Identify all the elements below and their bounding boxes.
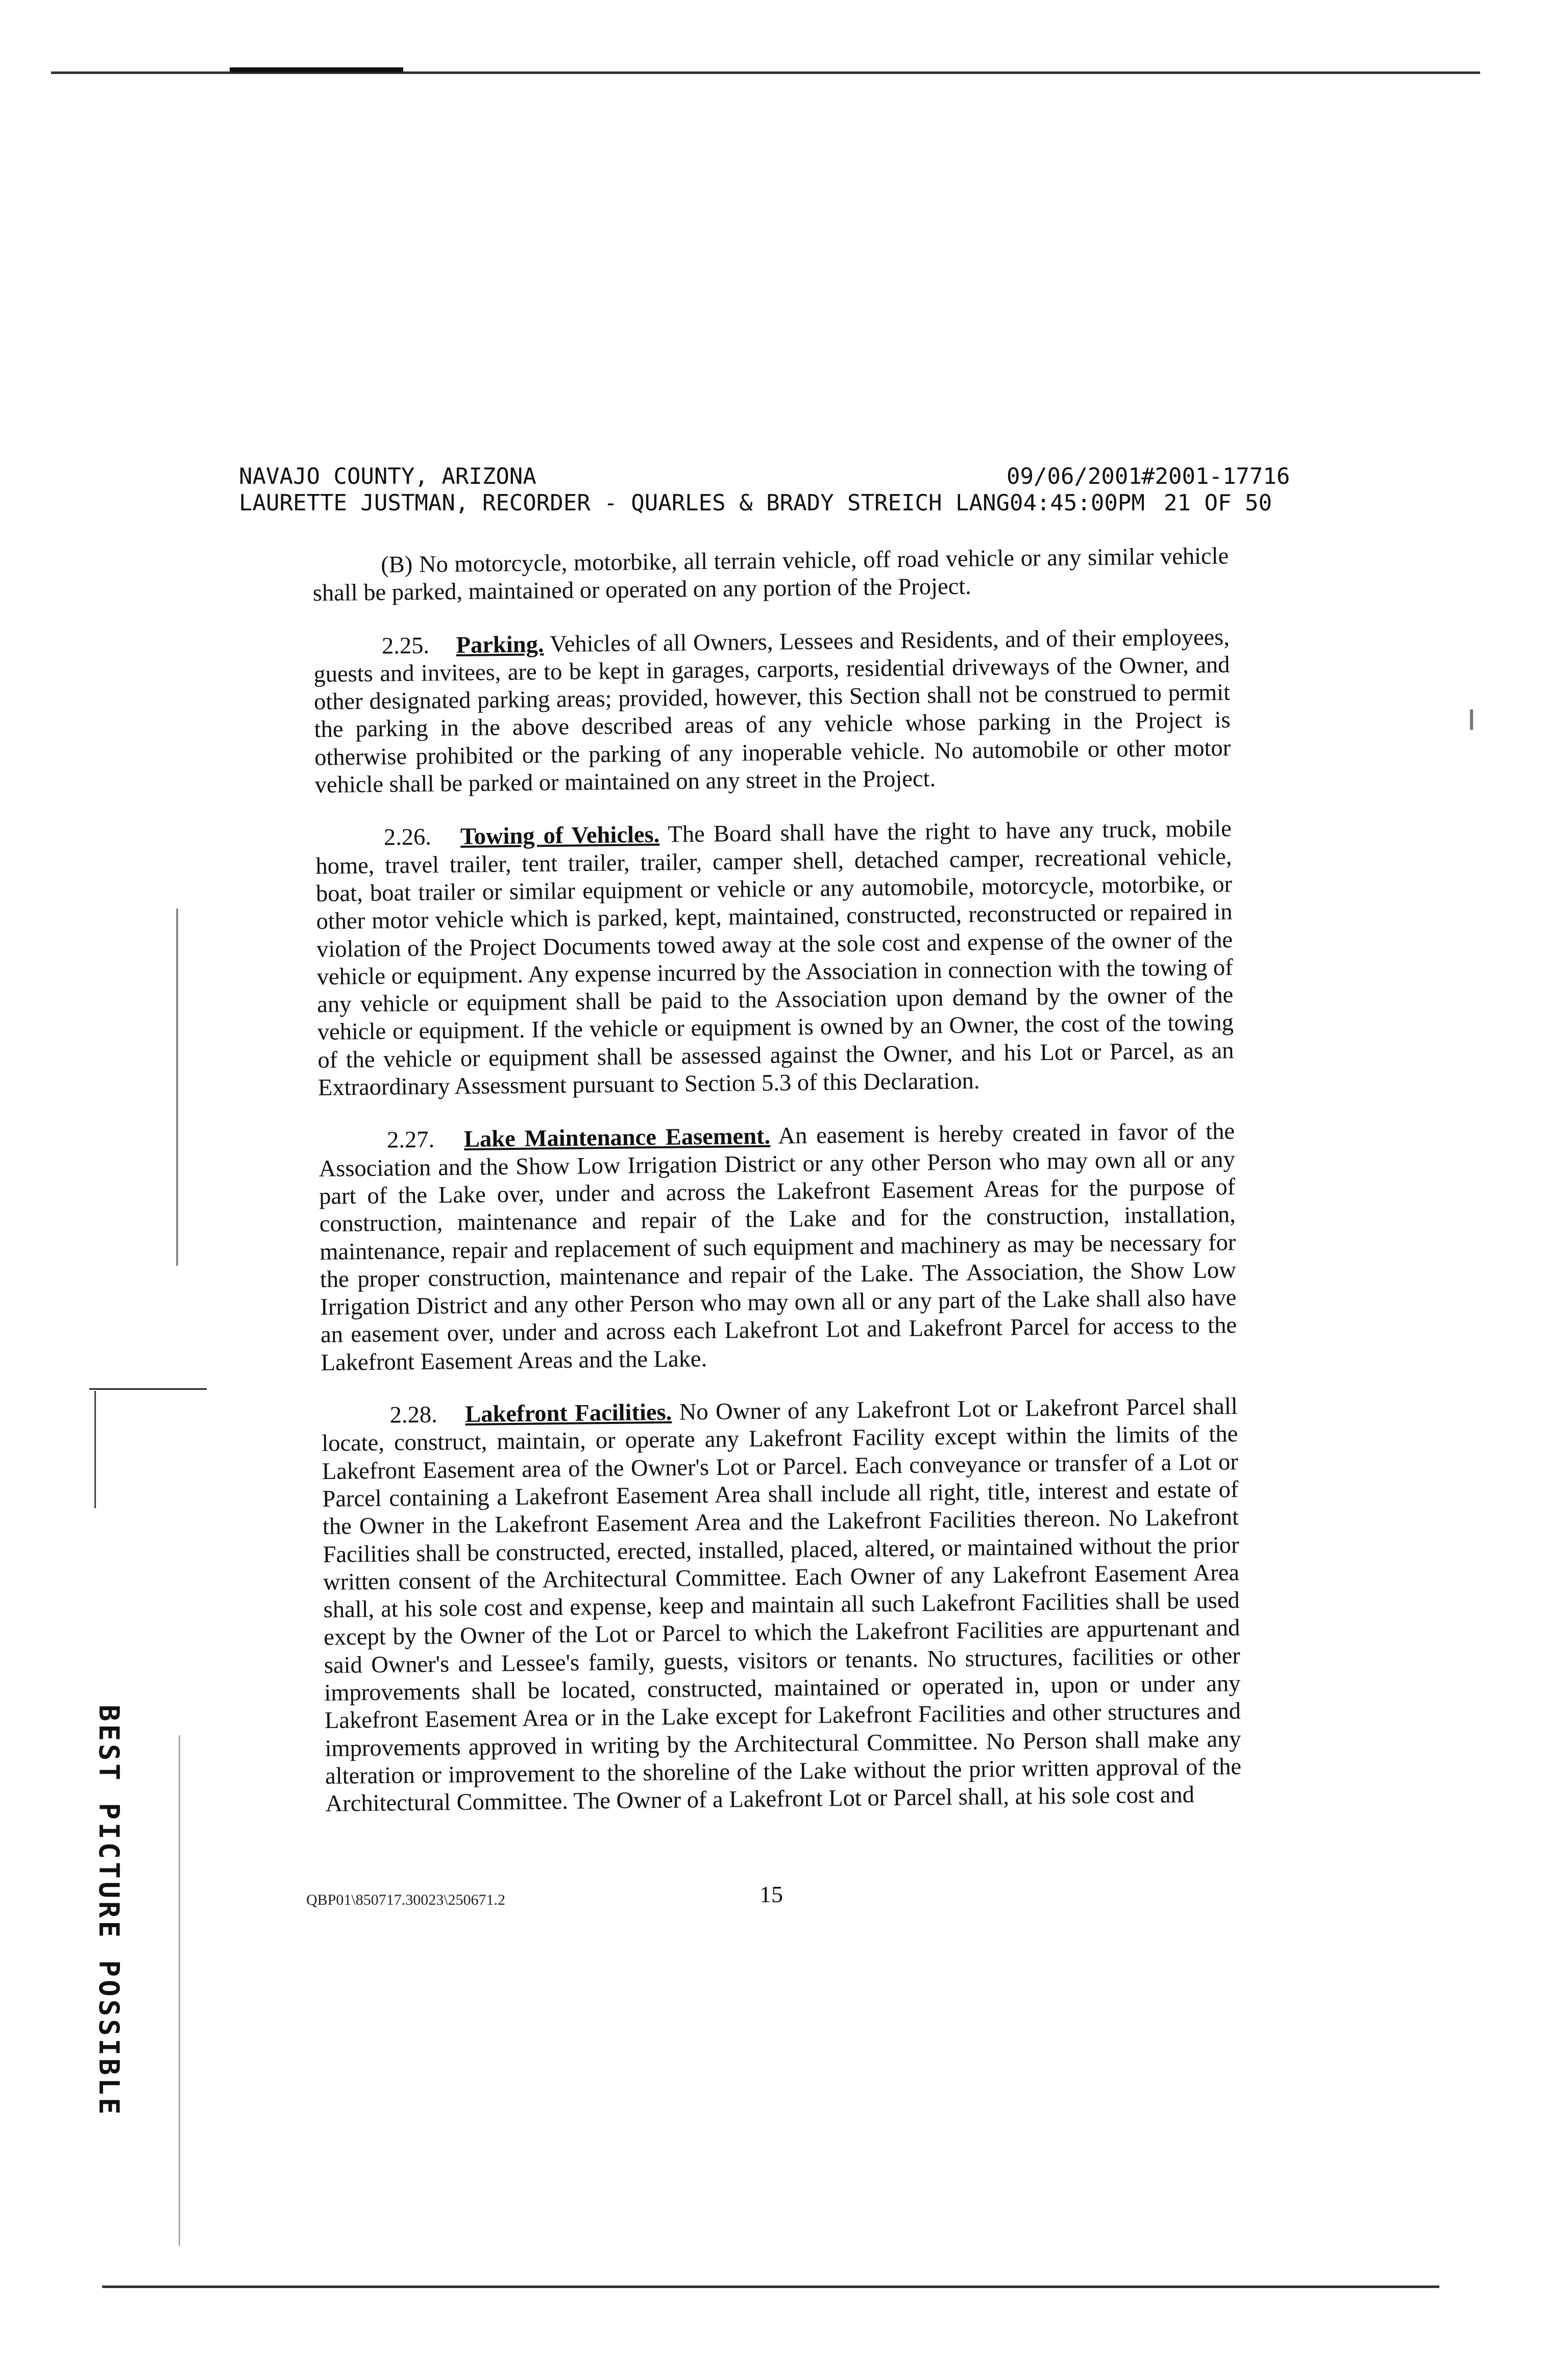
page-number: 15 [760,1881,783,1907]
section-number: 2.25. [381,632,430,659]
recorder-header [239,463,1290,517]
recording-date: 09/06/2001 [1007,463,1142,489]
scan-speck-right [1470,709,1473,730]
section-text: The Board shall have the right to have any truck, mobile home, travel trailer, tent trailer, trailer, camper shell, detached camper, recreational vehicle, boat, boat trailer or similar equipment or vehicle or any automobile, motorcycle, motorbike, or other motor vehicle which is parked, kept, maintained, constructed, reconstructed or repaired in violation of the Project Documents towed away at the sole cost and expense of the owner of the vehicle or equipment. Any expense incurred by the Association in connection with the towing of any vehicle or equipment shall be paid to the Association upon demand by the owner of the vehicle or equipment. If the vehicle or equipment is owned by an Owner, the cost of the towing of the vehicle or equipment shall be assessed against the Owner, and his Lot or Parcel, as an Extraordinary Assessment pursuant to Section 5.3 of this Declaration. [315,816,1234,1101]
section-title: Towing of Vehicles. [460,822,660,850]
document-code: QBP01\850717.30023\250671.2 [306,1891,506,1908]
section-2-28 [321,1393,1241,1818]
section-number: 2.27. [386,1126,435,1153]
page-of-count: 21 OF 50 [1164,490,1272,516]
scan-margin-line [176,908,178,1266]
section-number: 2.28. [389,1402,437,1429]
recorder-header-row-1 [239,463,1290,490]
county-label: NAVAJO COUNTY, ARIZONA [239,463,536,489]
document-body [312,543,1242,1843]
scan-margin-bracket [89,1388,207,1390]
clause-b-text: (B) No motorcycle, motorbike, all terrain vehicle, off road vehicle or any similar vehicle shall be parked, maintained or operated on any portion of the Project. [312,543,1229,607]
section-title: Lakefront Facilities. [464,1399,672,1428]
section-text: No Owner of any Lakefront Lot or Lakefront Parcel shall locate, construct, maintain, or operate any Lakefront Facility except within the limits of the Lakefront Easement area of the Owner's Lot or Parcel. Each conveyance or transfer of a Lot or Parcel containing a Lakefront Easement Area shall include all right, title, interest and estate of the Owner in the Lakefront Easement Area and the Lakefront Facilities thereon. No Lakefront Facilities shall be constructed, erected, installed, placed, altered, or maintained without the prior written consent of the Architectural Committee. Each Owner of any Lakefront Easement Area shall, at his sole cost and expense, keep and maintain all such Lakefront Facilities shall be used except by the Owner of the Lot or Parcel to which the Lakefront Facilities are appurtenant and said Owner's and Lessee's family, guests, visitors or tenants. No structures, facilities or other improvements shall be located, constructed, maintained or operated in, upon or under any Lakefront Easement Area or in the Lake except for Lakefront Facilities and other structures and improvements approved in writing by the Architectural Committee. No Person shall make any alteration or improvement to the shoreline of the Lake without the prior written approval of the Architectural Committee. The Owner of a Lakefront Lot or Parcel shall, at his sole cost and [322,1393,1242,1817]
scan-margin-line-lower [179,1735,180,2246]
section-2-25 [313,624,1231,800]
section-number: 2.26. [383,824,432,851]
section-title: Parking. [456,631,544,658]
section-2-26 [315,816,1235,1102]
scan-mark-top-left [230,67,403,72]
recorder-label: LAURETTE JUSTMAN, RECORDER - QUARLES & BRADY STREICH LANG [239,490,1010,516]
clause-b [312,543,1229,607]
section-text: An easement is hereby created in favor of the Association and the Show Low Irrigation District or any other Person who may own all or any part of the Lake over, under and across the Lakefront Easement Areas for the purpose of construction, maintenance and repair of the Lake and for the construction, installation, maintenance, repair and replacement of such equipment and machinery as may be necessary for the proper construction, maintenance and repair of the Lake. The Association, the Show Low Irrigation District and any other Person who may own all or any part of the Lake shall also have an easement over, under and across each Lakefront Lot and Lakefront Parcel for access to the Lakefront Easement Areas and the Lake. [318,1118,1237,1376]
recorder-header-row-2 [239,490,1272,517]
section-2-27 [318,1118,1237,1376]
section-title: Lake Maintenance Easement. [463,1123,771,1153]
recording-time: 04:45:00PM [1009,490,1145,516]
best-picture-possible-stamp: BEST PICTURE POSSIBLE [93,1705,125,2118]
scan-margin-bracket-vertical [94,1391,96,1508]
document-number: #2001-17716 [1141,463,1290,489]
section-text: Vehicles of all Owners, Lessees and Residents, and of their employees, guests and invitees, are to be kept in garages, carports, residential driveways of the Owner, and other designated parking areas; provided, however, this Section shall not be construed to permit the parking in the above described areas of any vehicle whose parking in the Project is otherwise prohibited or the parking of any inoperable vehicle. No automobile or other motor vehicle shall be parked or maintained on any street in the Project. [313,624,1231,799]
scan-edge-bottom [102,2285,1439,2288]
